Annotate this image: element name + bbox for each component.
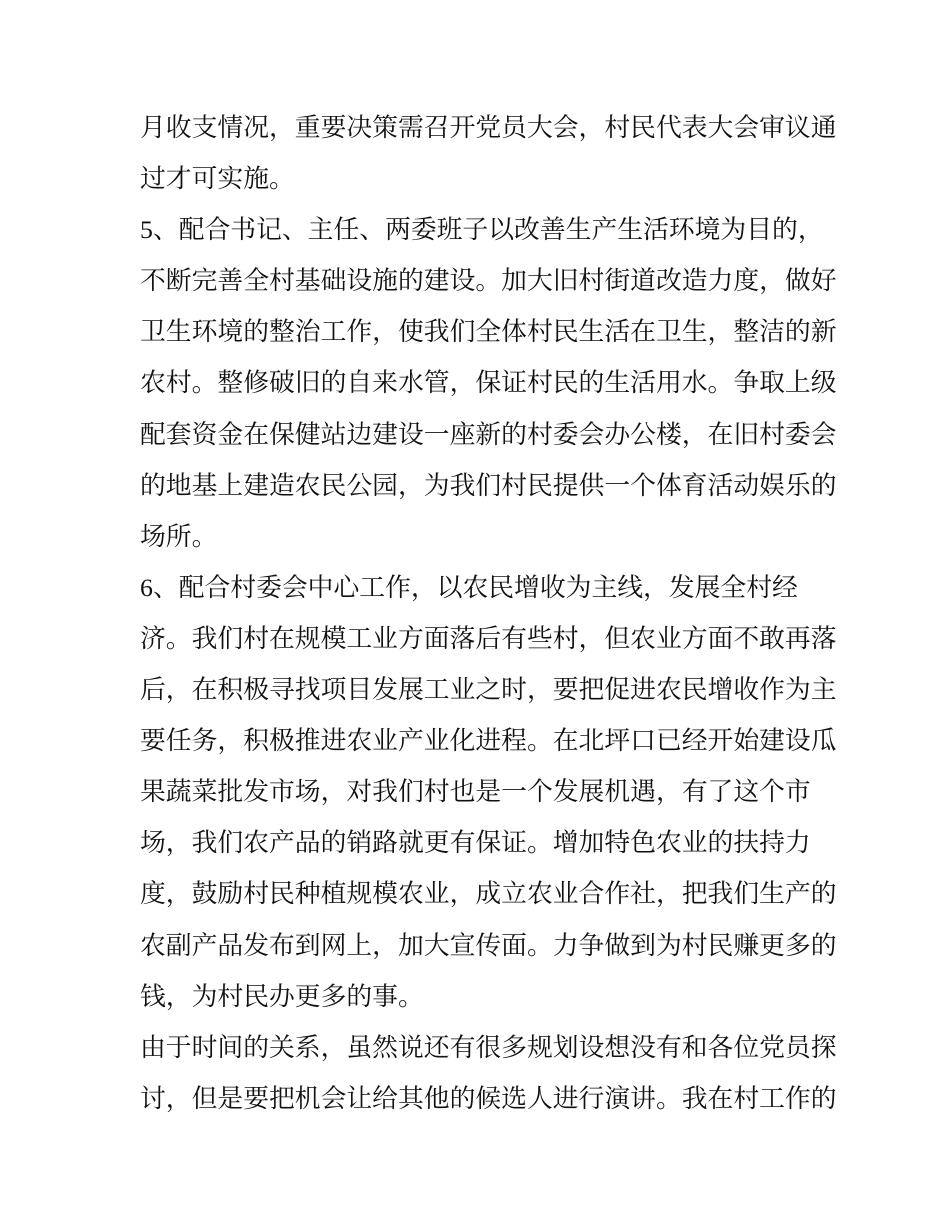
text-line: 果蔬菜批发市场，对我们村也是一个发展机遇，有了这个市 (140, 777, 811, 807)
text-line: 农副产品发布到网上，加大宣传面。力争做到为村民赚更多的 (140, 930, 837, 960)
text-line: 钱，为村民办更多的事。 (140, 981, 424, 1011)
text-line: 由于时间的关系，虽然说还有很多规划设想没有和各位党员探 (140, 1032, 837, 1062)
text-line: 的地基上建造农民公园，为我们村民提供一个体育活动娱乐的 (140, 470, 837, 500)
text-line: 要任务，积极推进农业产业化进程。在北坪口已经开始建设瓜 (140, 726, 837, 756)
text-line: 5、配合书记、主任、两委班子以改善生产生活环境为目的， (140, 215, 824, 245)
text-line: 卫生环境的整治工作，使我们全体村民生活在卫生，整洁的新 (140, 317, 837, 347)
text-line: 过才可实施。 (140, 164, 295, 194)
text-line: 场，我们农产品的销路就更有保证。增加特色农业的扶持力 (140, 828, 811, 858)
text-line: 度，鼓励村民种植规模农业，成立农业合作社，把我们生产的 (140, 879, 837, 909)
text-line: 6、配合村委会中心工作，以农民增收为主线，发展全村经 (140, 572, 798, 602)
text-line: 场所。 (140, 521, 218, 551)
text-line: 后，在积极寻找项目发展工业之时，要把促进农民增收作为主 (140, 675, 837, 705)
text-line: 不断完善全村基础设施的建设。加大旧村街道改造力度，做好 (140, 266, 837, 296)
text-line: 济。我们村在规模工业方面落后有些村，但农业方面不敢再落 (140, 623, 837, 653)
text-line: 农村。整修破旧的自来水管，保证村民的生活用水。争取上级 (140, 368, 837, 398)
text-line: 月收支情况，重要决策需召开党员大会，村民代表大会审议通 (140, 113, 837, 142)
text-line: 讨，但是要把机会让给其他的候选人进行演讲。我在村工作的 (140, 1083, 837, 1113)
text-line: 配套资金在保健站边建设一座新的村委会办公楼，在旧村委会 (140, 419, 837, 449)
document-body (140, 102, 837, 1124)
